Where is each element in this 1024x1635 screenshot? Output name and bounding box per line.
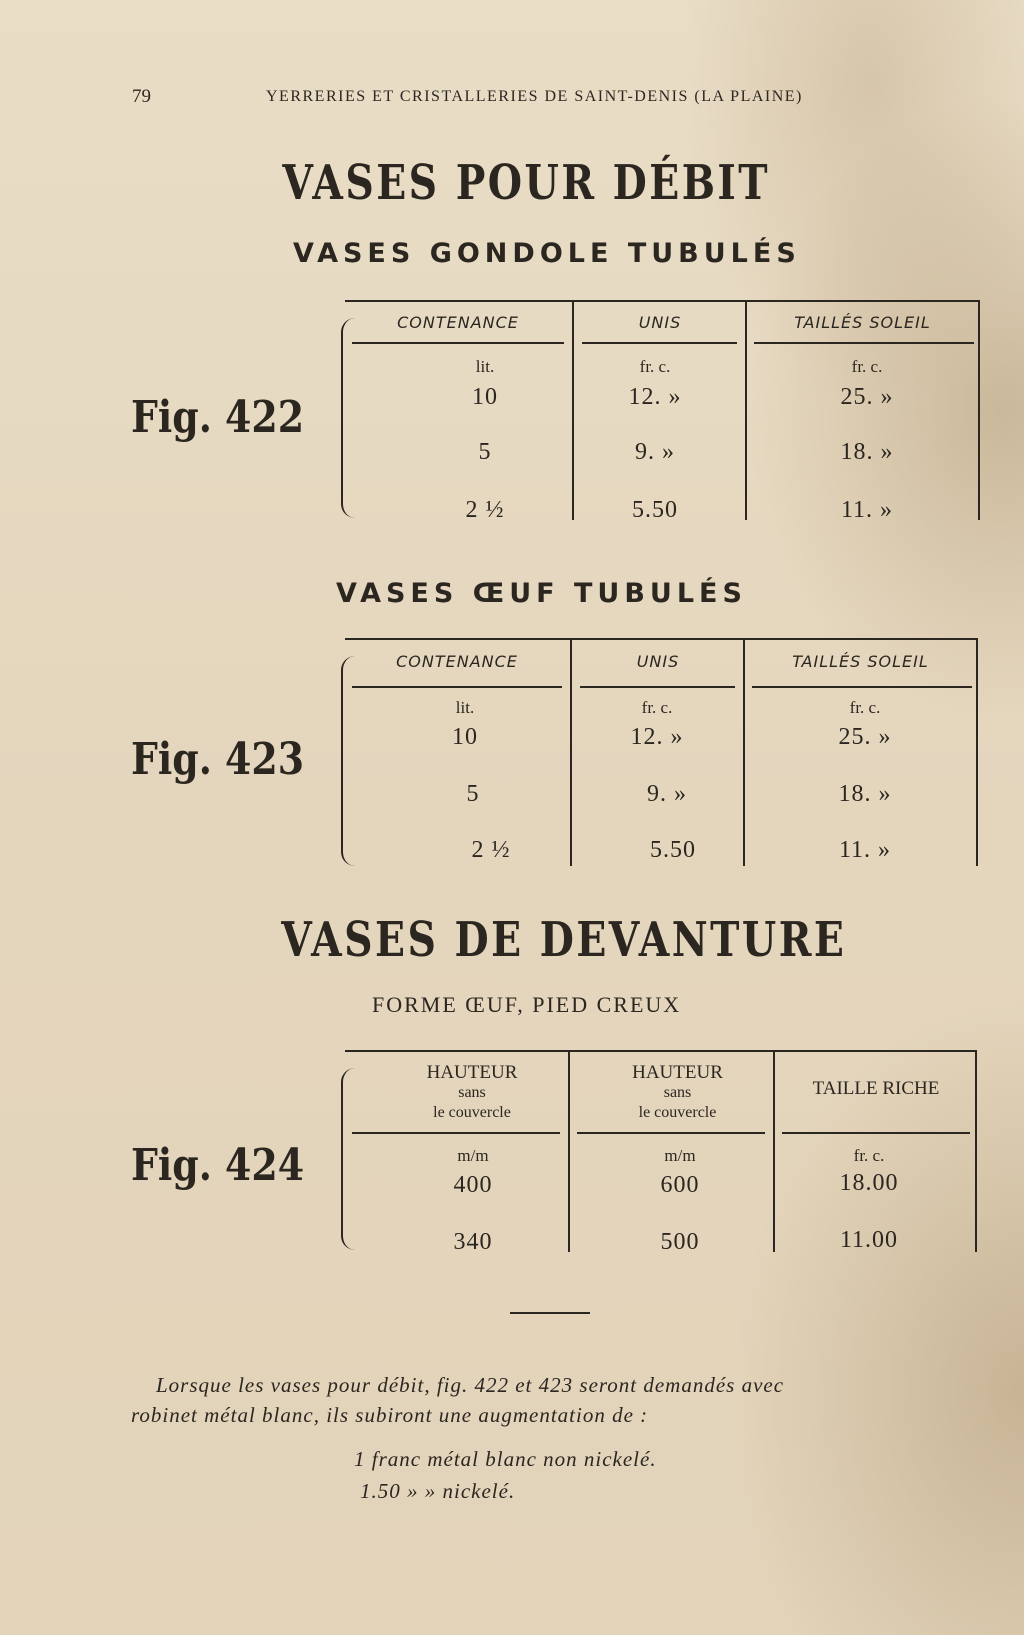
unit-label: m/m — [664, 1146, 696, 1165]
column-divider — [745, 300, 747, 520]
table-cell: 9. » — [635, 439, 675, 465]
table-cell: 11. » — [840, 497, 894, 523]
table-cell: 25. » — [838, 724, 892, 750]
table-cell: 9. » — [647, 781, 687, 807]
table-cell: 12. » — [628, 384, 682, 410]
unit-label: lit. — [475, 357, 495, 376]
header-rule — [352, 1132, 560, 1134]
column-divider — [976, 638, 978, 866]
column-header: TAILLÉS SOLEIL — [794, 313, 931, 332]
unit-label: fr. c. — [639, 357, 671, 376]
column-header: TAILLÉS SOLEIL — [792, 652, 929, 671]
unit-label: fr. c. — [851, 357, 883, 376]
column-divider — [570, 638, 572, 866]
table-cell: 5 — [466, 781, 480, 807]
table-cell: 2 ½ — [465, 497, 505, 523]
table-cell: 340 — [453, 1229, 493, 1255]
running-head: YERRERIES ET CRISTALLERIES DE SAINT-DENIS (LA PLAINE) — [266, 88, 803, 105]
table-top-rule — [345, 300, 978, 302]
note-line: robinet métal blanc, ils subiront une augmentation de : — [131, 1403, 649, 1427]
header-line: le couvercle — [638, 1104, 717, 1121]
subtitle-oeuf: VASES ŒUF TUBULÉS — [336, 578, 747, 609]
table-cell: 500 — [660, 1229, 700, 1255]
figure-label-423: Fig. 423 — [131, 734, 305, 785]
header-rule — [577, 1132, 765, 1134]
figure-label-422: Fig. 422 — [131, 392, 305, 443]
column-divider — [743, 638, 745, 866]
column-header: TAILLE RICHE — [812, 1078, 940, 1099]
column-header: CONTENANCE — [396, 652, 518, 671]
table-cell: 18.00 — [839, 1170, 899, 1196]
header-rule — [352, 686, 562, 688]
unit-label: fr. c. — [641, 698, 673, 717]
table-cell: 11.00 — [839, 1227, 899, 1253]
header-rule — [754, 342, 974, 344]
header-rule — [782, 1132, 970, 1134]
table-cell: 11. » — [838, 837, 892, 863]
subtitle-gondole: VASES GONDOLE TUBULÉS — [293, 238, 801, 269]
unit-label: m/m — [457, 1146, 489, 1165]
header-line: HAUTEUR — [632, 1062, 723, 1083]
table-cell: 25. » — [840, 384, 894, 410]
header-line: sans — [458, 1084, 486, 1101]
table-cell: 10 — [452, 724, 478, 750]
unit-label: fr. c. — [849, 698, 881, 717]
header-line: HAUTEUR — [426, 1062, 518, 1083]
table-cell: 5.50 — [632, 497, 678, 523]
header-line: sans — [663, 1084, 692, 1101]
unit-label: lit. — [455, 698, 475, 717]
header-rule — [582, 342, 737, 344]
table-cell: 600 — [660, 1172, 700, 1198]
table-top-rule — [345, 638, 978, 640]
page-number: 79 — [132, 86, 151, 107]
note-line: 1 franc métal blanc non nickelé. — [354, 1447, 657, 1471]
table-cell: 5.50 — [650, 837, 696, 863]
table-cell: 5 — [478, 439, 492, 465]
column-header: CONTENANCE — [397, 313, 519, 332]
table-cell: 18. » — [840, 439, 894, 465]
header-rule — [752, 686, 972, 688]
column-divider — [978, 300, 980, 520]
table-cell: 400 — [453, 1172, 493, 1198]
section-title-vases-de-devanture: VASES DE DEVANTURE — [281, 912, 847, 968]
header-rule — [580, 686, 735, 688]
unit-label: fr. c. — [853, 1146, 885, 1165]
header-rule — [352, 342, 564, 344]
table-cell: 2 ½ — [471, 837, 511, 863]
figure-label-424: Fig. 424 — [131, 1140, 305, 1191]
section-title-vases-pour-debit: VASES POUR DÉBIT — [282, 155, 771, 211]
header-line: le couvercle — [433, 1104, 511, 1121]
note-line: 1.50 » » nickelé. — [360, 1479, 516, 1503]
column-header: UNIS — [638, 313, 682, 332]
table-bracket — [341, 318, 357, 518]
column-header: UNIS — [636, 652, 680, 671]
table-top-rule — [345, 1050, 977, 1052]
table-cell: 18. » — [838, 781, 892, 807]
table-cell: 12. » — [630, 724, 684, 750]
section-divider — [510, 1312, 590, 1314]
section-subtitle-forme: FORME ŒUF, PIED CREUX — [372, 992, 682, 1017]
column-header — [570, 1063, 785, 1123]
column-header — [352, 1063, 592, 1123]
table-cell: 10 — [472, 384, 498, 410]
column-divider — [572, 300, 574, 520]
note-line: Lorsque les vases pour débit, fig. 422 et 423 seront demandés avec — [156, 1373, 785, 1397]
